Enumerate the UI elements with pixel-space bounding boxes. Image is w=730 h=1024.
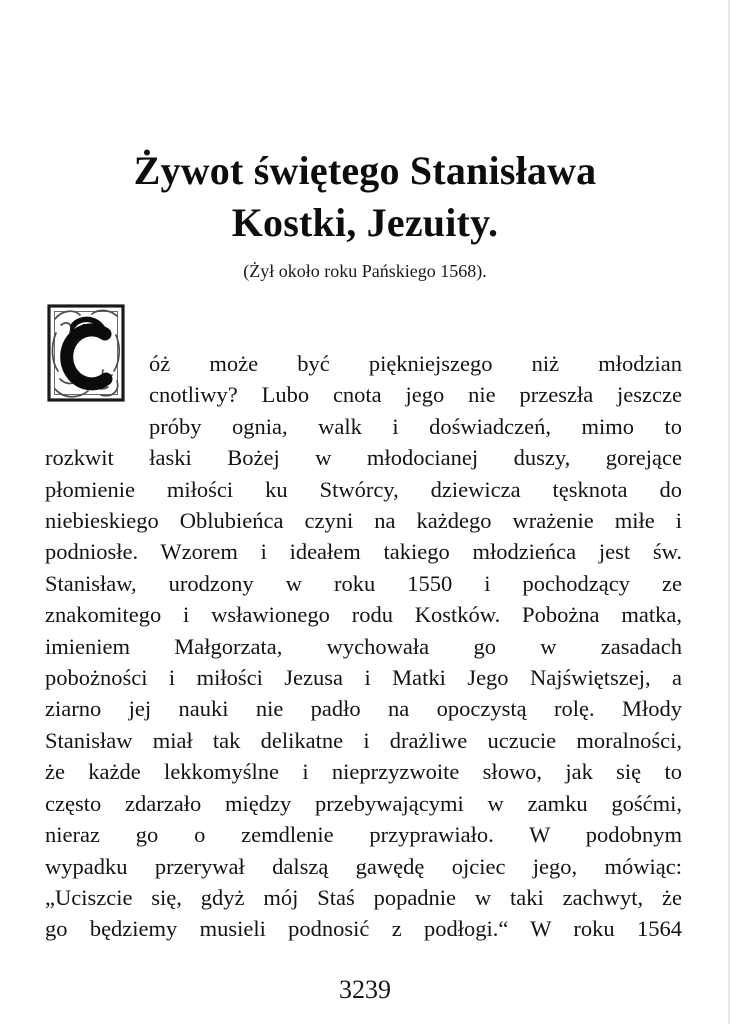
text-line: próby ognia, walk i doświadczeń, mimo to xyxy=(149,413,682,439)
text-line: pobożności i miłości Jezusa i Matki Jego Najświętszej, a xyxy=(45,665,682,691)
text-line: że każde lekkomyślne i nieprzyzwoite słowo, jak się to xyxy=(45,759,682,785)
text-line: ziarno jej nauki nie padło na opoczystą rolę. Młody xyxy=(45,696,682,722)
text-line: „Uciszcie się, gdyż mój Staś popadnie w taki zachwyt, że xyxy=(45,884,682,910)
text-line: niebieskiego Oblubieńca czyni na każdego wrażenie miłe i xyxy=(45,508,682,534)
body-lines xyxy=(45,348,682,945)
text-line: cnotliwy? Lubo cnota jego nie przeszła jeszcze xyxy=(149,382,682,408)
text-line: podniosłe. Wzorem i ideałem takiego młodzieńca jest św. xyxy=(45,539,682,565)
text-line: imieniem Małgorzata, wychowała go w zasadach xyxy=(45,633,682,659)
title-line-1: Żywot świętego Stanisława xyxy=(133,148,597,193)
drop-cap-initial-icon xyxy=(46,303,126,403)
body-text xyxy=(45,348,682,945)
subtitle: (Żył około roku Pańskiego 1568). xyxy=(243,261,487,281)
text-line: często zdarzało między przebywającymi w zamku gośćmi, xyxy=(45,790,682,816)
text-line: znakomitego i wsławionego rodu Kostków. Pobożna matka, xyxy=(45,602,682,628)
text-line: óż może być piękniejszego niż młodzian xyxy=(149,351,682,376)
text-line: rozkwit łaski Bożej w młodocianej duszy, gorejące xyxy=(45,445,682,471)
text-line: nieraz go o zemdlenie przyprawiało. W podobnym xyxy=(45,822,682,848)
title-line-2: Kostki, Jezuity. xyxy=(231,200,499,245)
text-line: wypadku przerywał dalszą gawędę ojciec jego, mówiąc: xyxy=(45,853,682,879)
page-number: 3239 xyxy=(339,975,391,1004)
page-title xyxy=(46,145,684,249)
text-line: płomienie miłości ku Stwórcy, dziewicza tęsknota do xyxy=(45,476,682,502)
text-line: go będziemy musieli podnosić z podłogi.“ W roku 1564 xyxy=(45,916,682,942)
text-line: Stanisław, urodzony w roku 1550 i pochodzący ze xyxy=(45,570,682,596)
text-line: Stanisław miał tak delikatne i drażliwe uczucie moralności, xyxy=(45,727,682,753)
